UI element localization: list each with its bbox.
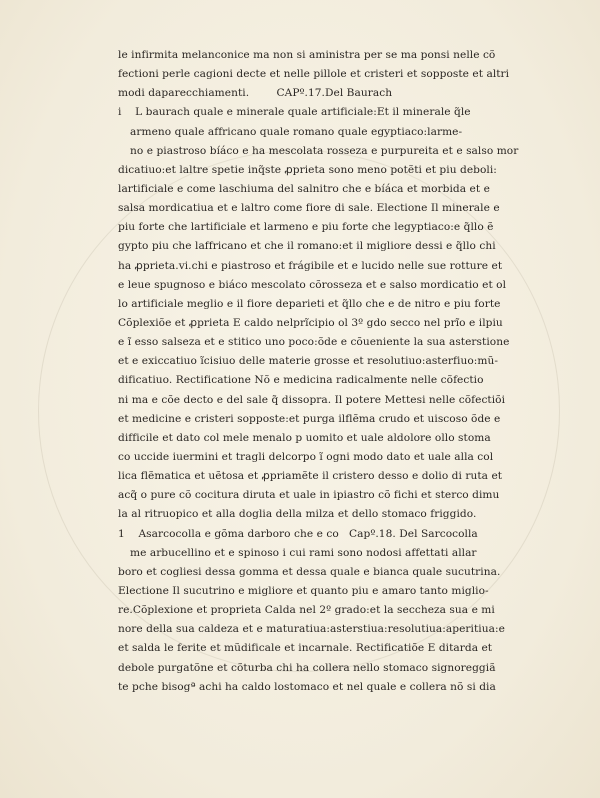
text-line: et salda le ferite et mũdificale et incarnale. Rectificatiõe E ditarda et [118,642,493,655]
text-line: dificatiuo. Rectificatione Nõ e medicina radicalmente nelle cõfectio [118,374,484,387]
text-line: lo artificiale meglio e il fiore deparieti et q̃llo che e de nitro e piu forte [118,297,501,310]
text-line: co uccide iuermini et tragli delcorpo ĩ ogni modo dato et uale alla col [118,450,494,463]
page-text [118,46,548,697]
text-line: salsa mordicatiua et e laltro come fiore di sale. Electione Il minerale e [118,202,500,215]
text-line: difficile et dato col mele menalo p uomito et uale aldolore ollo stoma [118,431,491,444]
text-line: no e piastroso bíáco e ha mescolata rosseza e purpureita et e salso mor [130,144,519,157]
text-line: lica flẽmatica et uẽtosa et ꝓpriamẽte il cristero desso e dolio di ruta et [118,470,503,483]
text-line: debole purgatõne et cõturba chi ha collera nello stomaco signoreggiã [118,661,496,674]
text-line: Electione Il sucutrino e migliore et quanto piu e amaro tanto miglio- [118,584,489,597]
text-line: e ĩ esso salseza et e stitico uno poco:õde e cõueniente la sua asterstione [118,336,510,349]
text-line: le infirmita melanconice ma non si aministra per se ma ponsi nelle cõ [118,49,496,61]
text-line: nore della sua caldeza et e maturatiua:asterstiua:resolutiua:aperitiua:e [118,623,505,636]
text-line: la al ritruopico et alla doglia della milza et dello stomaco friggido. [118,508,477,521]
text-line: dicatiuo:et laltre spetie inq̃ste ꝓprieta sono meno potẽti et piu deboli: [118,163,497,176]
text-line: re.Cõplexione et proprieta Calda nel 2º grado:et la seccheza sua e mi [118,604,495,617]
text-line: piu forte che lartificiale et larmeno e piu forte che legyptiaco:e q̃llo ẽ [118,221,494,234]
text-line: ha ꝓprieta.vi.chi e piastroso et frágibile et e lucido nelle sue rotture et [118,259,503,272]
text-line: et e exiccatiuo ĩcisiuo delle materie grosse et resolutiuo:asterfiuo:mũ- [118,355,498,368]
chapter-heading-17: modi daparecchiamenti. CAPº.17.Del Baurach [118,87,393,100]
text-line: i L baurach quale e minerale quale artificiale:Et il minerale q̃le [118,106,471,119]
text-line: me arbucellino et e spinoso i cui rami sono nodosi affettati allar [130,546,477,559]
text-line: acq̃ o pure cõ cocitura diruta et uale in ipiastro cõ fichi et sterco dimu [118,489,500,502]
text-line: ni ma e cõe decto e del sale q̃ dissopra. Il potere Mettesi nelle cõfectiõi [118,393,506,406]
text-line: Cõplexiõe et ꝓprieta E caldo nelprĩcipio ol 3º gdo secco nel prĩo e ilpiu [118,316,503,329]
text-line: fectioni perle cagioni decte et nelle pillole et cristeri et sopposte et altri [118,68,510,81]
text-line: e leue spugnoso e biáco mescolato cõrosseza et e salso mordicatio et ol [118,278,507,291]
text-line: gypto piu che laffricano et che il romano:et il migliore dessi e q̃llo chi [118,240,496,253]
text-line: armeno quale affricano quale romano quale egyptiaco:larme- [130,125,463,138]
text-line: et medicine e cristeri sopposte:et purga ilflẽma crudo et uiscoso õde e [118,412,501,425]
text-line: lartificiale e come laschiuma del salnitro che e bíáca et morbida et e [118,182,490,195]
chapter-heading-18: 1 Asarcocolla e gõma darboro che e co Capº.18. Del Sarcocolla [118,527,478,540]
text-line: boro et cogliesi dessa gomma et dessa quale e bianca quale sucutrina. [118,565,501,578]
text-line: te pche bisogª achi ha caldo lostomaco et nel quale e collera nõ si dia [118,680,496,693]
